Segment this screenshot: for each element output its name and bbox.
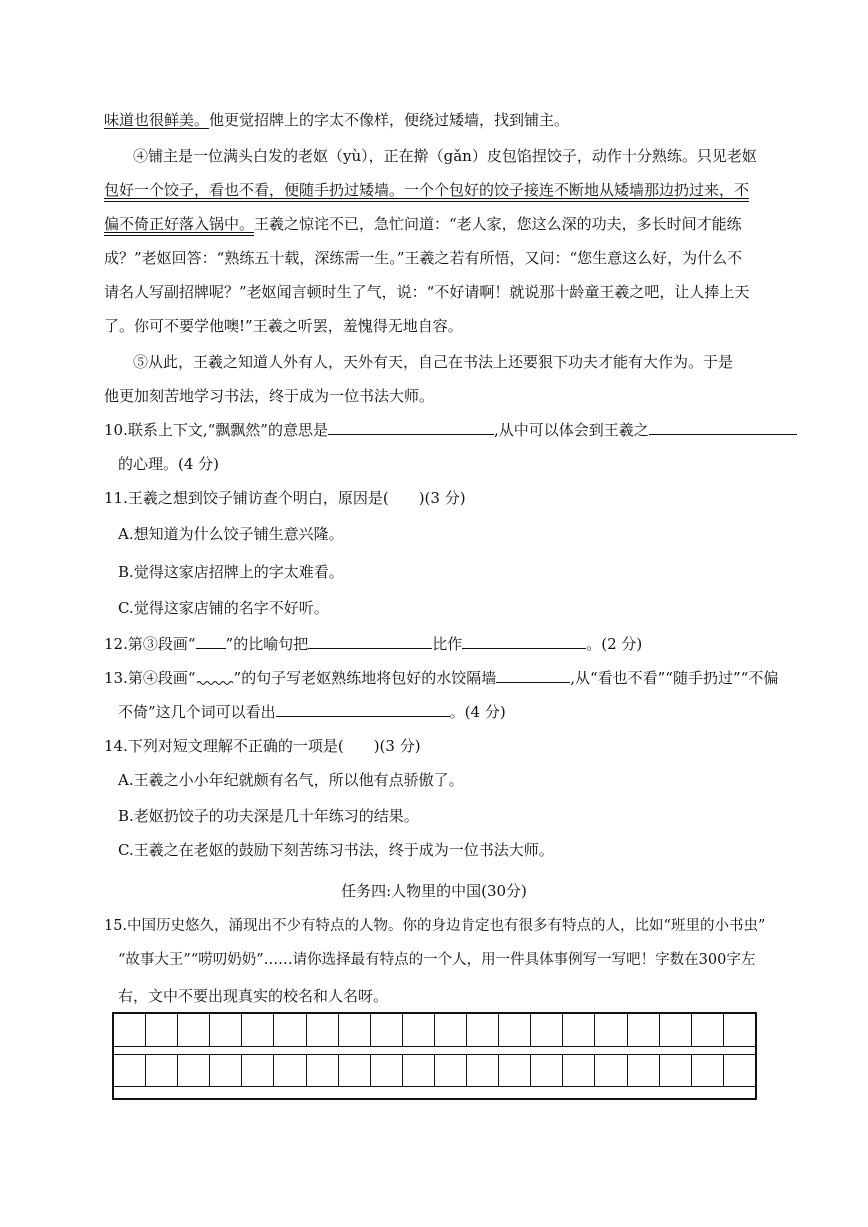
- grid-cell[interactable]: [371, 1014, 403, 1046]
- grid-cell[interactable]: [242, 1054, 274, 1086]
- answer-blank[interactable]: [496, 668, 570, 683]
- question-text: 13.第④段画“: [104, 669, 196, 687]
- grid-cell[interactable]: [242, 1014, 274, 1046]
- question-text: ”的比喻句把: [225, 635, 309, 653]
- answer-blank[interactable]: [308, 634, 432, 649]
- grid-cell[interactable]: [403, 1014, 435, 1046]
- grid-cell[interactable]: [274, 1014, 306, 1046]
- grid-cell[interactable]: [499, 1054, 531, 1086]
- grid-cell[interactable]: [435, 1054, 467, 1086]
- grid-cell[interactable]: [274, 1054, 306, 1086]
- question-15-line-3: 右，文中不要出现真实的校名和人名呀。: [118, 987, 389, 1005]
- question-13-cont: [118, 702, 506, 722]
- question-11: 11.王羲之想到饺子铺访查个明白，原因是( )(3 分): [104, 489, 466, 507]
- option-b[interactable]: B.老妪扔饺子的功夫深是几十年练习的结果。: [118, 807, 419, 825]
- grid-cell[interactable]: [467, 1054, 499, 1086]
- question-15-line-1: 15.中国历史悠久，涌现出不少有特点的人物。你的身边肯定也有很多有特点的人，比如“班里的小书虫”: [104, 918, 766, 934]
- answer-blank[interactable]: [276, 702, 450, 717]
- wavy-line-sample: [196, 669, 234, 683]
- grid-cell[interactable]: [595, 1014, 627, 1046]
- paragraph-4-line-6: 了。你可不要学他噢!”王羲之听罢，羞愧得无地自容。: [104, 317, 463, 335]
- text: 王羲之惊诧不已，急忙问道：“老人家，您这么深的功夫，多长时间才能练: [254, 215, 742, 233]
- paragraph-5-line-2: 他更加刻苦地学习书法，终于成为一位书法大师。: [104, 387, 435, 405]
- grid-cell[interactable]: [210, 1054, 242, 1086]
- answer-blank[interactable]: [649, 420, 797, 435]
- grid-cell[interactable]: [692, 1014, 724, 1046]
- option-c[interactable]: C.觉得这家店铺的名字不好听。: [118, 599, 329, 617]
- grid-divider: [114, 1046, 755, 1047]
- question-14: 14.下列对短文理解不正确的一项是( )(3 分): [104, 737, 421, 755]
- grid-cell[interactable]: [724, 1014, 755, 1046]
- grid-divider: [114, 1086, 755, 1087]
- question-text: ,从中可以体会到王羲之: [493, 421, 649, 439]
- paragraph-4-line-4: 成？”老妪回答：“熟练五十载，深练需一生。”王羲之若有所悟，又问：“您生意这么好，为什么不: [104, 249, 743, 267]
- wavy-underlined-text: 偏不倚正好落入锅中。: [104, 215, 255, 233]
- grid-cell[interactable]: [307, 1054, 339, 1086]
- task4-title: 任务四:人物里的中国(30分): [341, 882, 527, 900]
- answer-blank[interactable]: [462, 634, 586, 649]
- grid-cell[interactable]: [467, 1014, 499, 1046]
- grid-row[interactable]: [114, 1054, 755, 1086]
- question-12: [104, 634, 642, 654]
- grid-cell[interactable]: [499, 1014, 531, 1046]
- option-a[interactable]: A.王羲之小小年纪就颇有名气，所以他有点骄傲了。: [118, 771, 464, 789]
- grid-cell[interactable]: [531, 1054, 563, 1086]
- grid-cell[interactable]: [563, 1014, 595, 1046]
- question-text: ,从“看也不看”“随手扔过”“不偏: [570, 669, 779, 687]
- grid-cell[interactable]: [210, 1014, 242, 1046]
- question-text: ”的句子写老妪熟练地将包好的水饺隔墙: [233, 669, 497, 687]
- question-13: [104, 668, 778, 688]
- question-text: 。(2 分): [586, 635, 643, 653]
- question-text: 12.第③段画“: [104, 635, 196, 653]
- grid-cell[interactable]: [146, 1054, 178, 1086]
- grid-cell[interactable]: [114, 1014, 146, 1046]
- paragraph-5-line-1: ⑤从此，王羲之知道人外有人，天外有天，自己在书法上还要狠下功夫才能有大作为。于是: [133, 353, 734, 371]
- paragraph-3-end: [104, 110, 569, 130]
- grid-cell[interactable]: [403, 1054, 435, 1086]
- question-10: [104, 420, 797, 440]
- grid-cell[interactable]: [660, 1054, 692, 1086]
- wavy-underlined-text: 包好一个饺子，看也不看，便随手扔过矮墙。一个个包好的饺子接连不断地从矮墙那边扔过来，不: [104, 181, 750, 199]
- paragraph-4-line-5: 请名人写副招牌呢？”老妪闻言顿时生了气，说：“不好请啊！就说那十龄童王羲之吧，让人捧上天: [104, 283, 750, 301]
- grid-cell[interactable]: [339, 1014, 371, 1046]
- grid-cell[interactable]: [660, 1014, 692, 1046]
- grid-cell[interactable]: [114, 1054, 146, 1086]
- grid-cell[interactable]: [307, 1014, 339, 1046]
- grid-cell[interactable]: [339, 1054, 371, 1086]
- paragraph-4-line-1: ④铺主是一位满头白发的老妪（yù），正在擀（gǎn）皮包馅捏饺子，动作十分熟练。只见老妪: [133, 147, 757, 165]
- option-c[interactable]: C.王羲之在老妪的鼓励下刻苦练习书法，终于成为一位书法大师。: [118, 841, 554, 859]
- paragraph-4-line-3: [104, 214, 742, 234]
- underline-sample: [196, 634, 226, 649]
- answer-blank[interactable]: [328, 420, 494, 435]
- grid-cell[interactable]: [531, 1014, 563, 1046]
- question-text: 。(4 分): [449, 703, 506, 721]
- grid-cell[interactable]: [178, 1054, 210, 1086]
- grid-cell[interactable]: [146, 1014, 178, 1046]
- text: 他更觉招牌上的字太不像样，便绕过矮墙，找到铺主。: [209, 111, 570, 129]
- grid-cell[interactable]: [371, 1054, 403, 1086]
- question-15-line-2: “故事大王”“唠叨奶奶”……请你选择最有特点的一个人，用一件具体事例写一写吧！字数在300字左: [118, 952, 756, 968]
- underlined-text: 味道也很鲜美。: [104, 111, 210, 129]
- question-text: 比作: [432, 635, 463, 653]
- question-10-cont: 的心理。(4 分): [118, 455, 220, 473]
- grid-cell[interactable]: [628, 1014, 660, 1046]
- grid-cell[interactable]: [595, 1054, 627, 1086]
- option-b[interactable]: B.觉得这家店招牌上的字太难看。: [118, 563, 344, 581]
- grid-cell[interactable]: [724, 1054, 755, 1086]
- question-text: 10.联系上下文,“飘飘然”的意思是: [104, 421, 328, 439]
- option-a[interactable]: A.想知道为什么饺子铺生意兴隆。: [118, 525, 344, 543]
- grid-row[interactable]: [114, 1014, 755, 1046]
- grid-cell[interactable]: [563, 1054, 595, 1086]
- writing-grid[interactable]: [112, 1012, 757, 1100]
- grid-cell[interactable]: [692, 1054, 724, 1086]
- paragraph-4-line-2: [104, 180, 749, 200]
- question-text: 不倚”这几个词可以看出: [118, 703, 276, 721]
- grid-cell[interactable]: [178, 1014, 210, 1046]
- grid-cell[interactable]: [435, 1014, 467, 1046]
- grid-cell[interactable]: [628, 1054, 660, 1086]
